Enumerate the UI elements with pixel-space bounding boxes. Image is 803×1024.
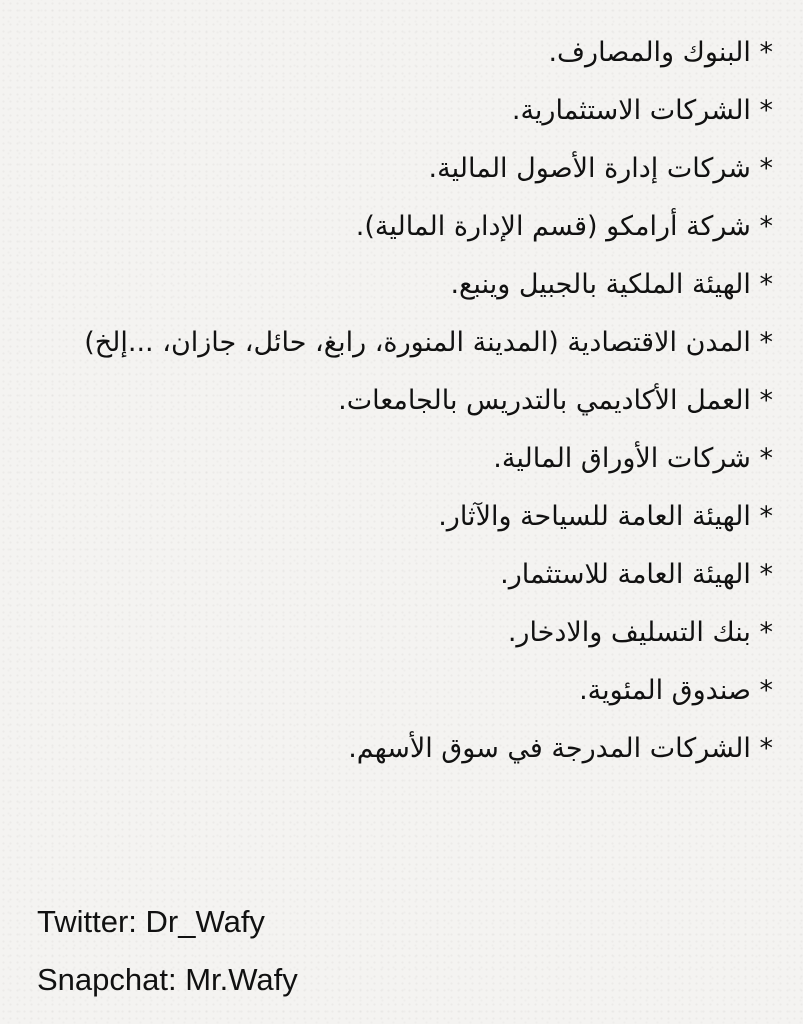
list-item: * الشركات المدرجة في سوق الأسهم.: [348, 733, 773, 764]
list-item: * الهيئة العامة للاستثمار.: [500, 559, 773, 590]
social-footer: [37, 893, 298, 1009]
list-item: * الهيئة العامة للسياحة والآثار.: [438, 501, 773, 532]
snapchat-handle: Snapchat: Mr.Wafy: [37, 962, 298, 997]
list-item: * صندوق المئوية.: [579, 675, 773, 706]
list-item: * الشركات الاستثمارية.: [511, 95, 773, 126]
employment-list: [23, 24, 773, 778]
list-item: * الهيئة الملكية بالجبيل وينبع.: [450, 269, 773, 300]
list-item: * شركة أرامكو (قسم الإدارة المالية).: [355, 211, 773, 242]
list-item: * المدن الاقتصادية (المدينة المنورة، رابغ، حائل، جازان، ...إلخ): [84, 327, 773, 358]
list-item: * البنوك والمصارف.: [548, 37, 773, 68]
list-item: * شركات إدارة الأصول المالية.: [428, 153, 773, 184]
twitter-handle: Twitter: Dr_Wafy: [37, 904, 265, 939]
list-item: * بنك التسليف والادخار.: [507, 617, 773, 648]
list-item: * العمل الأكاديمي بالتدريس بالجامعات.: [338, 385, 773, 416]
list-item: * شركات الأوراق المالية.: [493, 443, 773, 474]
